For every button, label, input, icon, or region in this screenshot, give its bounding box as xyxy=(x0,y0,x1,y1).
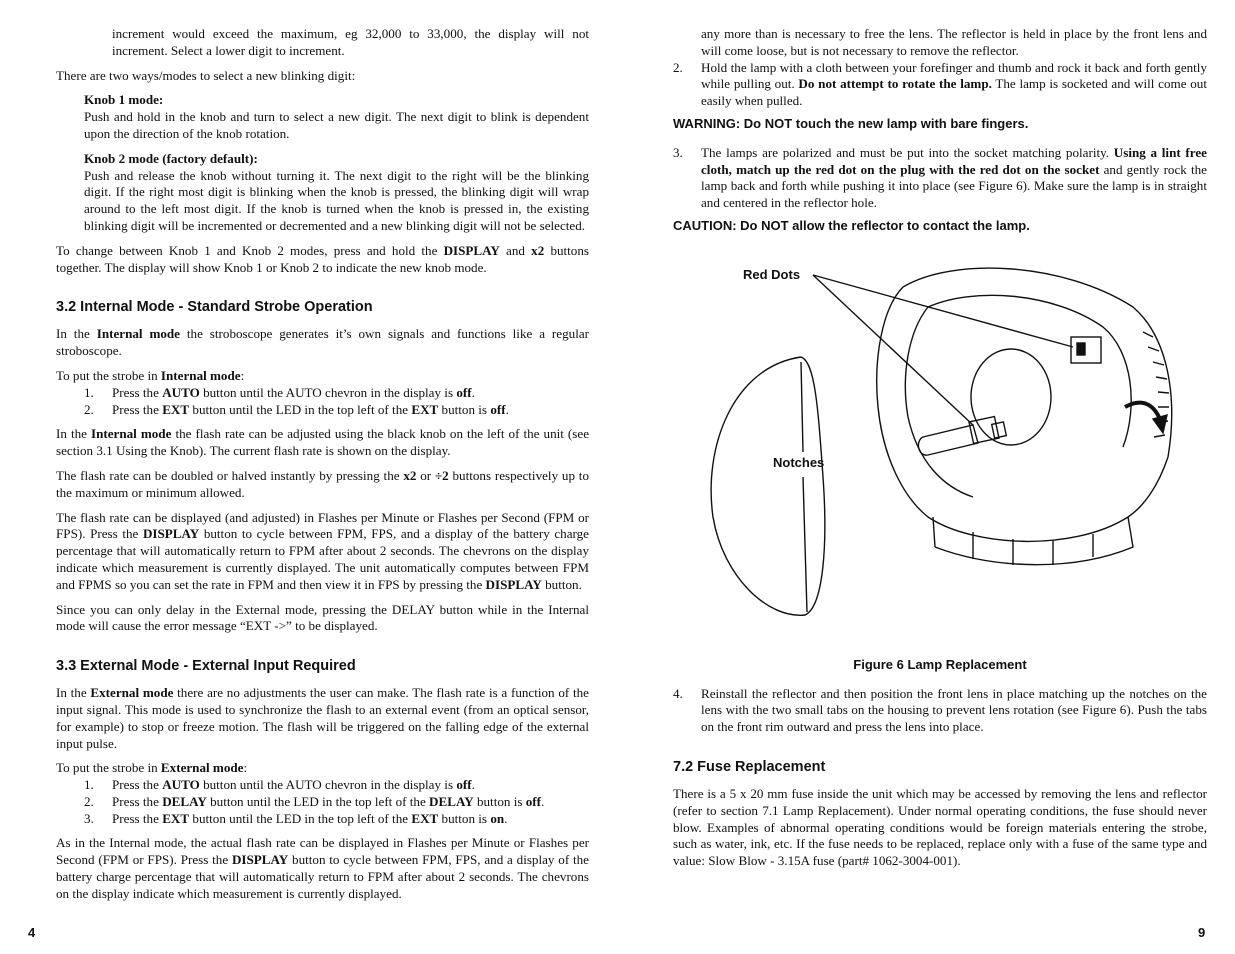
lamp-bulb xyxy=(918,425,978,455)
lamp-step-4 xyxy=(673,686,1207,736)
knob2-text: Push and release the knob without turning it. The next digit to the right will be the blinking digit. If the right most digit is blinking when the knob is pressed, the blinking digit will wrap around to the left most digit. If the knob is turned when the knob is pressed in, the existing blinking digit will be incremented or decremented and a new blinking digit will not be selected. xyxy=(84,167,589,233)
paragraph-fuse: There is a 5 x 20 mm fuse inside the unit which may be accessed by removing the lens and reflector (refer to section 7.1 Lamp Replacement). Under normal operating conditions, the fuse should never blow. Examples of abnormal operating conditions would be foreign materials entering the strobe, such as water, ink, etc. If the fuse needs to be replaced, replace only with a fuse of the same type and value: Slow Blow - 3.15A fuse (part# 1062-3004-001). xyxy=(673,785,1207,869)
paragraph-continued: any more than is necessary to free the lens. The reflector is held in place by the front lens and will come loose, but is not necessary to remove the reflector. xyxy=(701,26,1207,58)
paragraph-continued: increment would exceed the maximum, eg 32,000 to 33,000, the display will not increment. Select a lower digit to increment. xyxy=(112,26,589,58)
warning-text: WARNING: Do NOT touch the new lamp with bare fingers. xyxy=(673,115,1029,131)
knob1-mode-block xyxy=(56,92,589,142)
paragraph-internal-intro: In the Internal mode the stroboscope generates it’s own signals and functions like a regular stroboscope. xyxy=(56,326,589,359)
leader-notches-1 xyxy=(801,362,803,452)
lamp-diagram xyxy=(673,247,1207,637)
right-page xyxy=(673,26,1207,878)
paragraph-internal-rate: In the Internal mode the flash rate can be adjusted using the black knob on the left of the unit (see section 3.1 Using the Knob). The current flash rate is shown on the display. xyxy=(56,426,590,459)
list-item: 2. Hold the lamp with a cloth between your forefinger and thumb and rock it back and forth gently while pulling out. Do not attempt to rotate the lamp. The lamp is socketed and will come out easily when pulled. xyxy=(673,59,1207,109)
internal-mode-steps xyxy=(56,385,589,419)
lens-outline xyxy=(711,357,825,615)
list-item: 1. Press the AUTO button until the AUTO chevron in the display is off. xyxy=(84,777,475,793)
lamp-step-2 xyxy=(673,60,1207,110)
left-page xyxy=(56,26,589,911)
paragraph-double-halve: The flash rate can be doubled or halved instantly by pressing the x2 or ÷2 buttons respectively up to the maximum or minimum allowed. xyxy=(56,467,589,500)
paragraph-put-internal: To put the strobe in Internal mode: xyxy=(56,367,245,383)
figure-lamp-replacement xyxy=(673,247,1207,657)
housing-rim xyxy=(877,287,1128,541)
page-number-right: 9 xyxy=(1198,925,1206,940)
section-heading-3-3: 3.3 External Mode - External Input Required xyxy=(56,658,356,675)
section-heading-7-2: 7.2 Fuse Replacement xyxy=(673,758,826,775)
lamp-step-3 xyxy=(673,145,1207,212)
label-notches: Notches xyxy=(773,454,825,470)
paragraph-change-knob-mode: To change between Knob 1 and Knob 2 modes, press and hold the DISPLAY and x2 buttons together. The display will show Knob 1 or Knob 2 to indicate the new knob mode. xyxy=(56,242,590,275)
label-red-dots: Red Dots xyxy=(743,266,801,282)
section-heading-3-2: 3.2 Internal Mode - Standard Strobe Operation xyxy=(56,299,373,316)
knob2-mode-block xyxy=(56,151,589,235)
paragraph-put-external: To put the strobe in External mode: xyxy=(56,760,248,776)
list-item: 2. Press the DELAY button until the LED in the top left of the DELAY button is off. xyxy=(84,793,545,809)
paragraph-delay-error: Since you can only delay in the External mode, pressing the DELAY button while in the Internal mode will cause the error message “EXT ->” to be displayed. xyxy=(56,601,589,634)
list-item: 3. Press the EXT button until the LED in the top left of the EXT button is on. xyxy=(84,810,508,826)
knob1-heading: Knob 1 mode: xyxy=(84,92,164,108)
leader-notches-2 xyxy=(803,477,807,612)
external-mode-steps xyxy=(56,777,589,827)
paragraph-two-ways: There are two ways/modes to select a new blinking digit: xyxy=(56,67,356,83)
page-number-left: 4 xyxy=(28,925,36,940)
list-item: 2. Press the EXT button until the LED in the top left of the EXT button is off. xyxy=(84,401,509,417)
list-item: 3. The lamps are polarized and must be put into the socket matching polarity. Using a lint free cloth, match up the red dot on the plug with the red dot on the socket and gently rock the lamp back and forth while pushing it into place (see Figure 6). Make sure the lamp is in straight and centered in the reflector hole. xyxy=(673,144,1207,211)
paragraph-external-display: As in the Internal mode, the actual flash rate can be displayed in Flashes per Minute or Flashes per Second (FPM or FPS). Press the DISPLAY button to cycle between FPM, FPS, and a display of the battery charge percentage that will automatically return to FPM after about 2 seconds. The chevrons on the display indicate which measurement is currently displayed. xyxy=(56,835,589,901)
knob2-heading: Knob 2 mode (factory default): xyxy=(84,150,258,166)
caution-text: CAUTION: Do NOT allow the reflector to contact the lamp. xyxy=(673,217,1030,233)
paragraph-external-intro: In the External mode there are no adjustments the user can make. The flash rate is a function of the input signal. This mode is used to synchronize the flash to an external event (from an optical sensor, for example) to stop or freeze motion. The flash will be triggered on the falling edge of the external input pulse. xyxy=(56,685,589,751)
figure-caption: Figure 6 Lamp Replacement xyxy=(853,656,1027,672)
list-item: 4. Reinstall the reflector and then position the front lens in place matching up the notches on the lens with the two small tabs on the housing to prevent lens rotation (see Figure 6). Push the tabs on the front rim outward and press the lens into place. xyxy=(673,685,1207,735)
paragraph-fpm-fps: The flash rate can be displayed (and adjusted) in Flashes per Minute or Flashes per Second (FPM or FPS). Press the DISPLAY button to cycle between FPM, FPS, and a display of the battery charge percentage that will automatically return to FPM after about 2 seconds. The chevrons on the display indicate which measurement is currently displayed. The unit automatically computes between FPM and FPMS so you can set the rate in FPM and then view it in FPS by pressing the DISPLAY button. xyxy=(56,509,589,592)
knob1-text: Push and hold in the knob and turn to select a new digit. The next digit to blink is dependent upon the direction of the knob rotation. xyxy=(84,109,589,141)
list-item: 1. Press the AUTO button until the AUTO chevron in the display is off. xyxy=(84,384,475,400)
